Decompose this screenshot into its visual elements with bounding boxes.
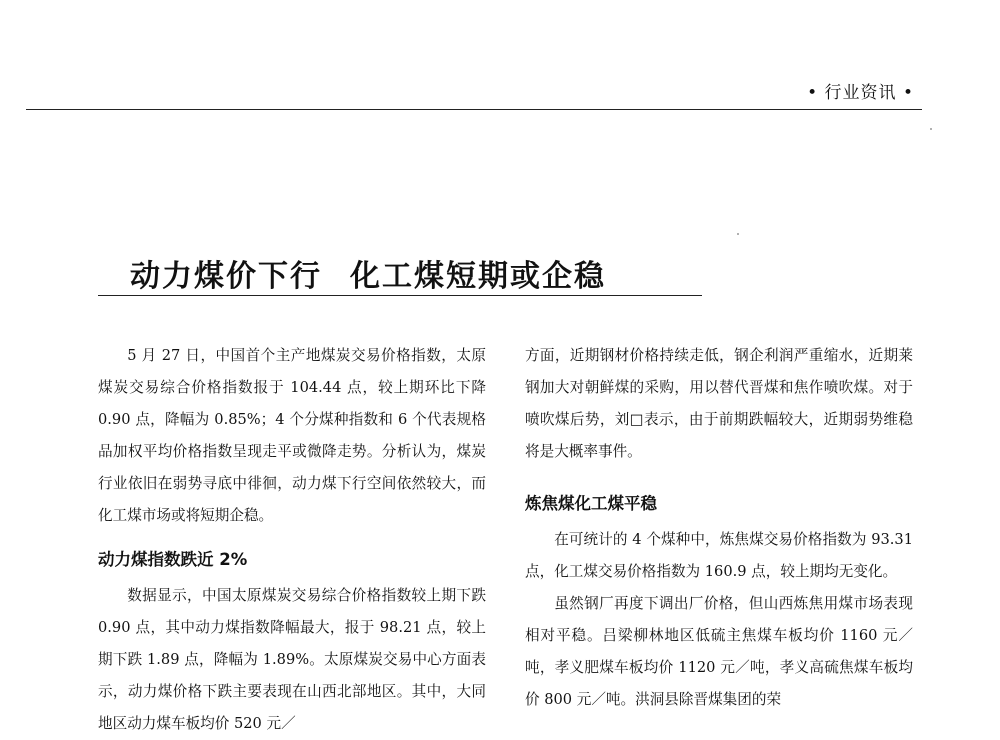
article-title xyxy=(130,251,606,295)
intro-paragraph: 5 月 27 日，中国首个主产地煤炭交易价格指数，太原煤炭交易综合价格指数报于 104.44 点，较上期环比下降 0.90 点，降幅为 0.85%；4 个分煤种指数和 6 个代表规格品加权平均价格指数呈现走平或微降走势。分析认为，煤炭行业依旧在弱势寻底中徘徊，动力煤下行空间依然较大，而化工煤市场或将短期企稳。 xyxy=(98,347,486,524)
header-rule xyxy=(26,109,922,110)
left-column xyxy=(98,340,486,740)
scan-speck xyxy=(930,128,932,130)
title-part-2: 化工煤短期或企稳 xyxy=(350,259,606,294)
right-column xyxy=(525,340,913,716)
title-underline xyxy=(98,295,702,296)
section-1-paragraph: 数据显示，中国太原煤炭交易综合价格指数较上期下跌 0.90 点，其中动力煤指数降幅最大，报于 98.21 点，较上期下跌 1.89 点，降幅为 1.89%。太原煤炭交易中心方面表示，动力煤价格下跌主要表现在山西北部地区。其中，大同地区动力煤车板均价 520 元／ xyxy=(98,587,486,732)
section-heading-thermal-coal: 动力煤指数跌近 2% xyxy=(98,550,248,569)
section-2-paragraph-2: 虽然钢厂再度下调出厂价格，但山西炼焦用煤市场表现相对平稳。吕梁柳林地区低硫主焦煤车板均价 1160 元／吨，孝义肥煤车板均价 1120 元／吨，孝义高硫焦煤车板均价 800 元／吨。洪洞县除晋煤集团的荣 xyxy=(525,595,913,708)
section-tag: • 行业资讯 • xyxy=(807,83,914,103)
section-2-paragraph-1: 在可统计的 4 个煤种中，炼焦煤交易价格指数为 93.31 点，化工煤交易价格指数为 160.9 点，较上期均无变化。 xyxy=(525,531,913,580)
continued-paragraph: 方面，近期钢材价格持续走低，钢企利润严重缩水，近期莱钢加大对朝鲜煤的采购，用以替代晋煤和焦作喷吹煤。对于喷吹煤后势，刘□表示，由于前期跌幅较大，近期弱势维稳将是大概率事件。 xyxy=(525,347,913,460)
scan-speck xyxy=(737,233,739,235)
section-heading-coking-coal: 炼焦煤化工煤平稳 xyxy=(525,494,657,513)
title-part-1: 动力煤价下行 xyxy=(130,259,322,294)
